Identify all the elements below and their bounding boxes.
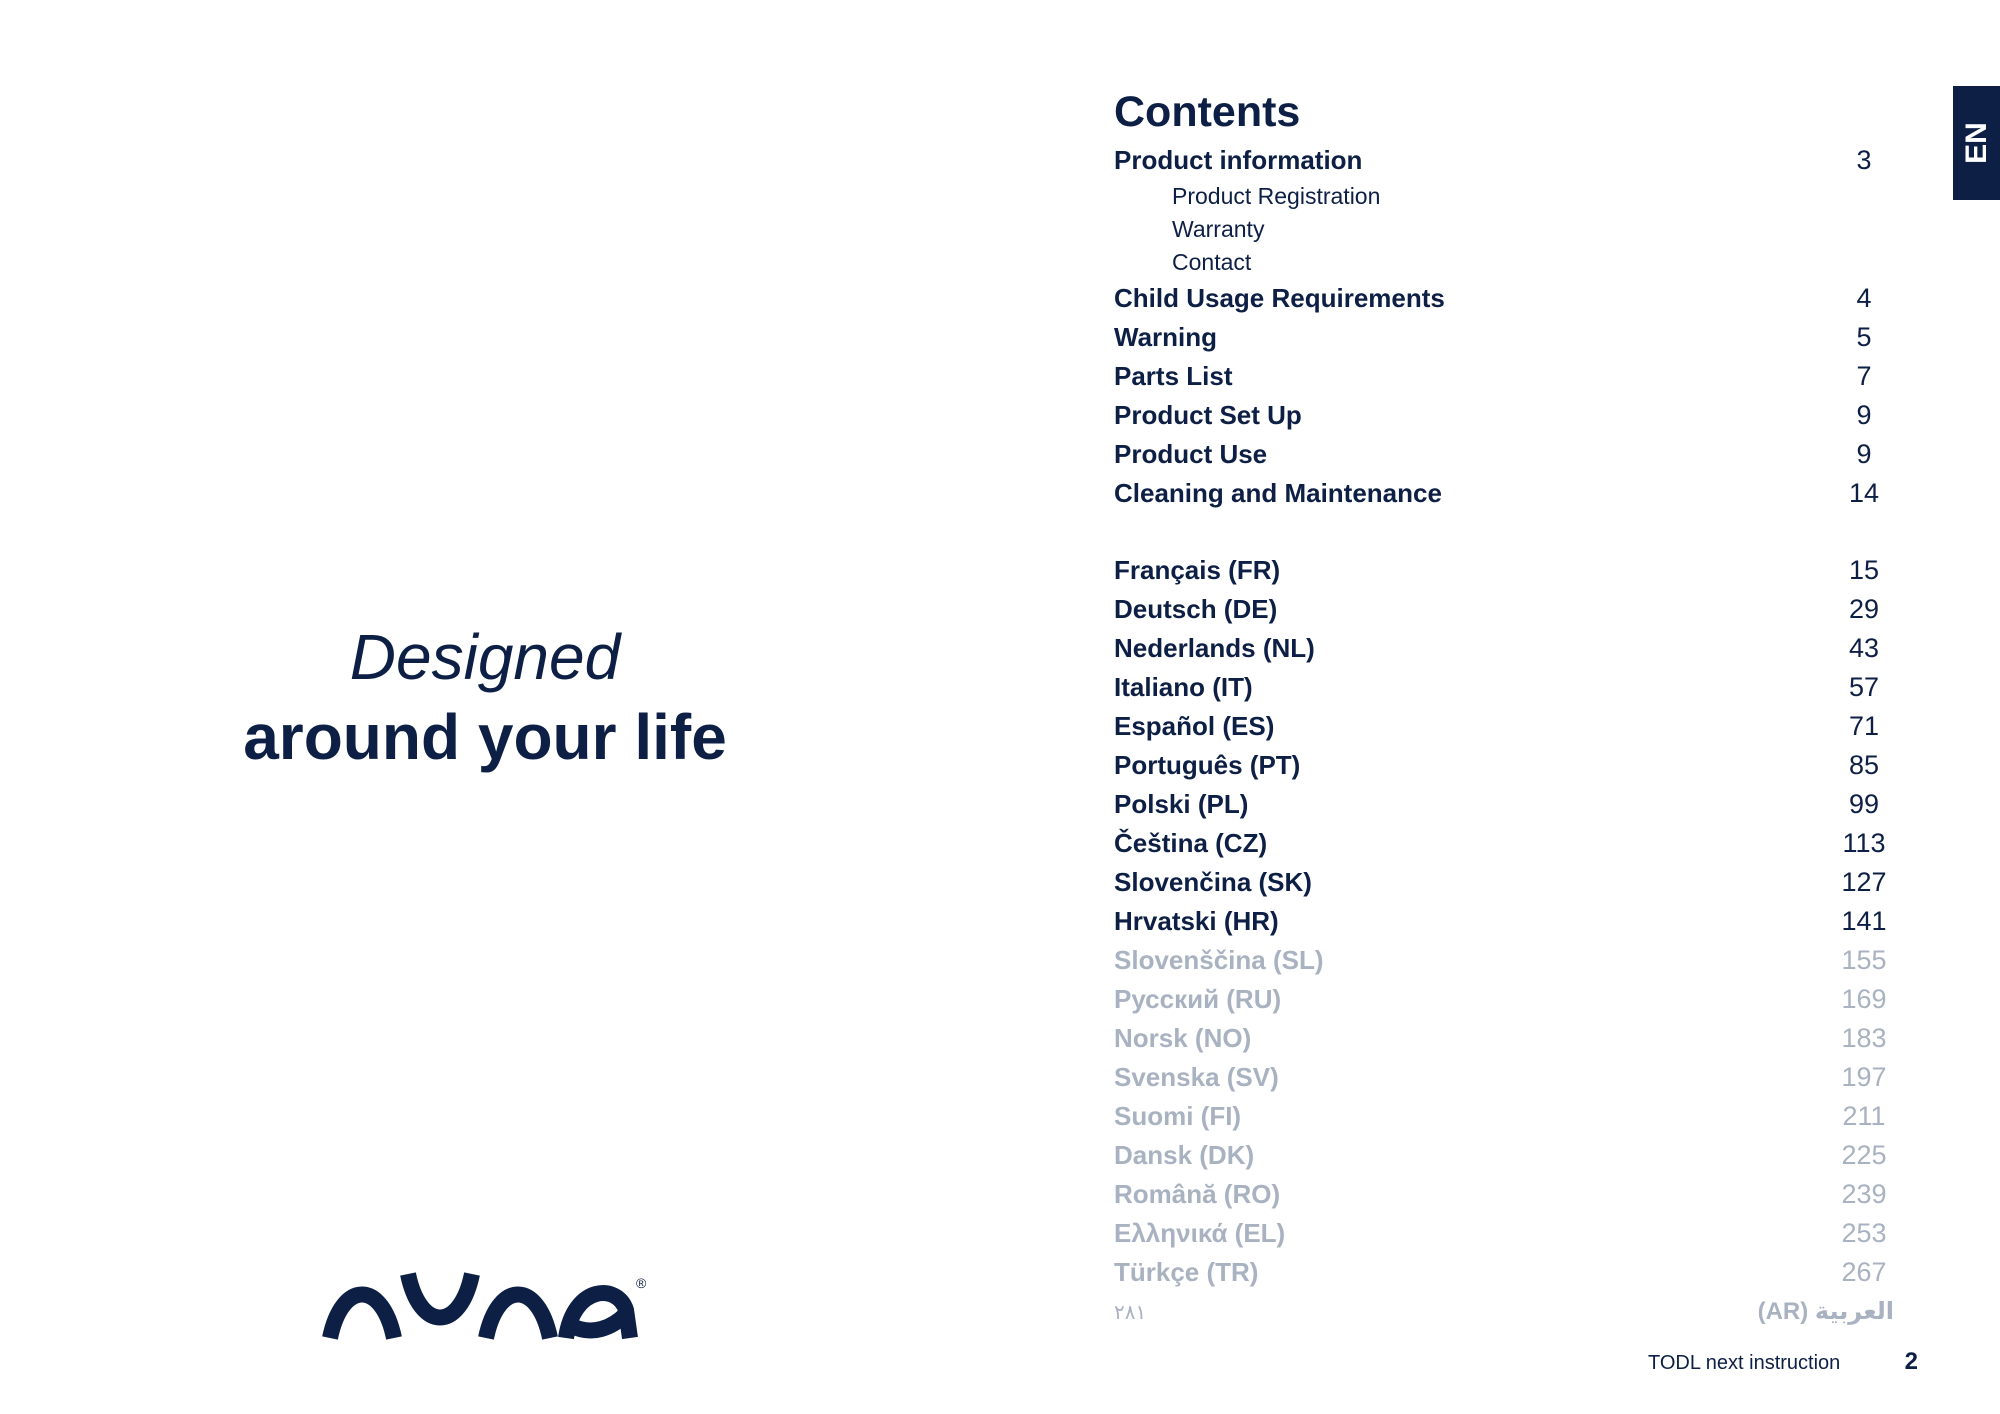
- toc-row-lang-ar[interactable]: [1114, 1292, 1894, 1331]
- toc-row-lang-dk[interactable]: [1114, 1136, 1894, 1175]
- toc-row-lang-nl[interactable]: [1114, 629, 1894, 668]
- toc-row-lang-hr[interactable]: [1114, 902, 1894, 941]
- toc-row-lang-fr[interactable]: [1114, 551, 1894, 590]
- toc-label: Čeština (CZ): [1114, 828, 1268, 858]
- toc-page: 99: [1848, 789, 1880, 819]
- toc-row-lang-de[interactable]: [1114, 590, 1894, 629]
- footer-title: TODL next instruction: [1648, 1352, 1841, 1374]
- toc-label: Product Set Up: [1114, 400, 1302, 430]
- toc-page: 71: [1848, 711, 1880, 741]
- toc-label: Română (RO): [1114, 1179, 1281, 1209]
- toc-page: 141: [1841, 906, 1887, 936]
- toc-label: Slovenščina (SL): [1114, 945, 1324, 975]
- toc-page: 85: [1848, 750, 1880, 780]
- language-tab-en: [1953, 86, 2000, 200]
- toc-label: Русский (RU): [1114, 984, 1282, 1014]
- toc-page: 3: [1856, 145, 1872, 175]
- toc-label: Português (PT): [1114, 750, 1301, 780]
- toc-label: Suomi (FI): [1114, 1101, 1242, 1131]
- toc-row-product-use[interactable]: [1114, 435, 1894, 474]
- toc-row-lang-el[interactable]: [1114, 1214, 1894, 1253]
- toc-sub-product-registration[interactable]: Product Registration: [1172, 183, 1381, 209]
- toc-label: Deutsch (DE): [1114, 594, 1278, 624]
- toc-label: Norsk (NO): [1114, 1023, 1252, 1053]
- toc-row-lang-no[interactable]: [1114, 1019, 1894, 1058]
- toc-label: Polski (PL): [1114, 789, 1249, 819]
- toc-row-product-information[interactable]: [1114, 141, 1894, 180]
- toc-label: Child Usage Requirements: [1114, 283, 1445, 313]
- toc-page: 4: [1856, 283, 1872, 313]
- page-footer: [1648, 1348, 1918, 1376]
- toc-row-lang-sk[interactable]: [1114, 863, 1894, 902]
- toc-page: 197: [1841, 1062, 1887, 1092]
- toc-row-parts-list[interactable]: [1114, 357, 1894, 396]
- toc-page: 155: [1841, 945, 1887, 975]
- toc-label: Español (ES): [1114, 711, 1275, 741]
- toc-row-cleaning[interactable]: [1114, 474, 1894, 513]
- toc-row-lang-sl[interactable]: [1114, 941, 1894, 980]
- toc-label: Français (FR): [1114, 555, 1281, 585]
- toc-row-lang-pl[interactable]: [1114, 785, 1894, 824]
- contents-title: Contents: [1114, 88, 1301, 136]
- toc-label: Hrvatski (HR): [1114, 906, 1279, 936]
- toc-row-child-usage[interactable]: [1114, 279, 1894, 318]
- registered-mark: ®: [636, 1275, 647, 1291]
- toc-row-lang-cz[interactable]: [1114, 824, 1894, 863]
- nuna-logo: [322, 1270, 652, 1342]
- toc-page: 183: [1841, 1023, 1887, 1053]
- page-number: 2: [1904, 1348, 1918, 1375]
- toc-label: Nederlands (NL): [1114, 633, 1315, 663]
- toc-row-warning[interactable]: [1114, 318, 1894, 357]
- toc-page: 29: [1848, 594, 1880, 624]
- toc-label: Parts List: [1114, 361, 1233, 391]
- toc-label: Cleaning and Maintenance: [1114, 478, 1442, 508]
- toc-row-product-set-up[interactable]: [1114, 396, 1894, 435]
- toc-page: 127: [1841, 867, 1887, 897]
- toc-spacer: [1114, 513, 1894, 551]
- toc-page: 113: [1842, 828, 1886, 858]
- toc-page: 5: [1856, 322, 1872, 352]
- table-of-contents: [1114, 88, 1894, 1331]
- toc-sub-warranty[interactable]: Warranty: [1172, 216, 1265, 242]
- toc-label: Ελληνικά (EL): [1114, 1218, 1286, 1248]
- toc-label: Italiano (IT): [1114, 672, 1253, 702]
- toc-page: 239: [1841, 1179, 1887, 1209]
- toc-page: 7: [1856, 361, 1872, 391]
- toc-page: 57: [1848, 672, 1880, 702]
- toc-page: 43: [1848, 633, 1880, 663]
- toc-label: Slovenčina (SK): [1114, 867, 1312, 897]
- toc-sub-contact[interactable]: Contact: [1172, 249, 1252, 275]
- toc-page: 14: [1848, 478, 1880, 508]
- toc-page: 253: [1841, 1218, 1887, 1248]
- toc-label: Warning: [1114, 322, 1218, 352]
- toc-page: 15: [1848, 555, 1880, 585]
- toc-label: Türkçe (TR): [1114, 1257, 1259, 1287]
- toc-row-lang-ro[interactable]: [1114, 1175, 1894, 1214]
- toc-label: Dansk (DK): [1114, 1140, 1255, 1170]
- toc-page: 267: [1841, 1257, 1887, 1287]
- toc-row-lang-fi[interactable]: [1114, 1097, 1894, 1136]
- toc-page: 9: [1856, 439, 1872, 469]
- toc-page: 9: [1856, 400, 1872, 430]
- tagline-line-2: around your life: [243, 701, 727, 773]
- toc-label: Product Use: [1114, 439, 1268, 469]
- toc-row-lang-sv[interactable]: [1114, 1058, 1894, 1097]
- tagline-line-1: Designed: [349, 621, 621, 693]
- toc-label: Product information: [1114, 145, 1363, 175]
- toc-row-lang-es[interactable]: [1114, 707, 1894, 746]
- toc-page: 225: [1841, 1140, 1887, 1170]
- toc-row-lang-ru[interactable]: [1114, 980, 1894, 1019]
- toc-label: العربية (AR): [1757, 1298, 1894, 1325]
- toc-row-lang-tr[interactable]: [1114, 1253, 1894, 1292]
- toc-page: 169: [1841, 984, 1887, 1014]
- toc-label: Svenska (SV): [1114, 1062, 1279, 1092]
- language-tab-label: EN: [1959, 122, 1993, 164]
- toc-row-lang-it[interactable]: [1114, 668, 1894, 707]
- toc-page: ٢٨١: [1114, 1302, 1147, 1324]
- toc-row-lang-pt[interactable]: [1114, 746, 1894, 785]
- toc-page: 211: [1842, 1101, 1886, 1131]
